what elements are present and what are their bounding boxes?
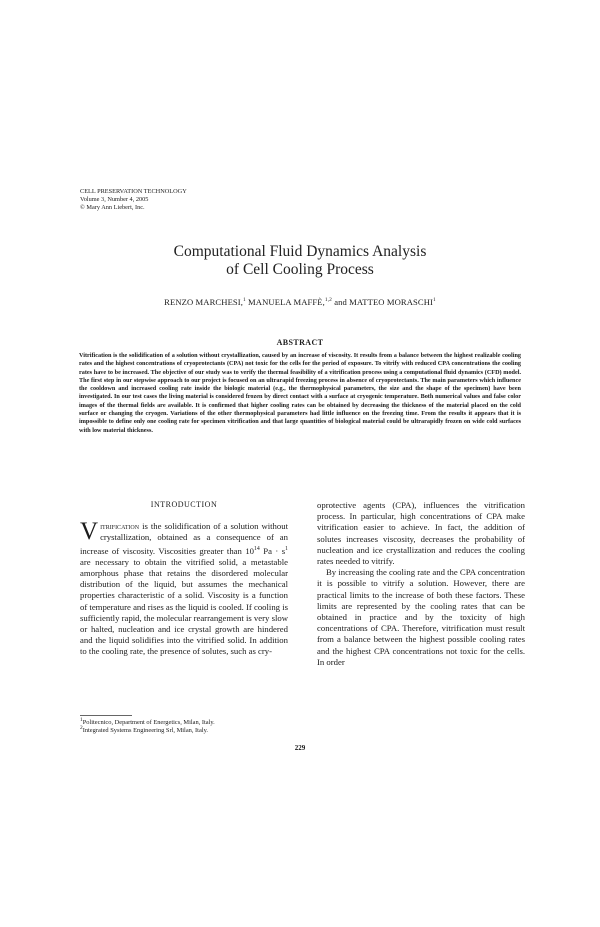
journal-name: CELL PRESERVATION TECHNOLOGY [80, 188, 187, 195]
paper-title [0, 243, 600, 279]
footnote-rule [80, 715, 132, 716]
left-column [80, 499, 288, 658]
author-2-affiliation: 1,2 [324, 297, 332, 304]
exponent-1: 1 [285, 545, 288, 552]
intro-paragraph-3: By increasing the cooling rate and the CPA concentration it is possible to vitrify a solution. However, there are practical limits to the increase of both these factors. These limits are represented by the cooling rates that can be obtained in practice and by the toxicity of high concentrations of CPA. Therefore, vitrification must result from a balance between the highest possible cooling rates and the highest CPA concentrations not toxic for the cells. In order [317, 567, 525, 667]
intro-text-b: Pa · s [259, 545, 286, 556]
footnote-2-text: Integrated Systems Engineering Srl, Milan, Italy. [82, 727, 208, 734]
author-3: and MATTEO MORASCHI [331, 297, 434, 307]
abstract-heading: ABSTRACT [276, 338, 324, 347]
journal-header [80, 188, 187, 211]
title-line-2: of Cell Cooling Process [226, 261, 374, 278]
abstract-text: Vitrification is the solidification of a solution without crystallization, caused by an increase of viscosity. It results from a balance between the highest realizable cooling rates and the highest concentrations of cryoprotectants (CPA) not toxic for the cells for the period of exposure. To vitrify with reduced CPA concentrations the cooling rates have to be increased. The objective of our study was to verify the thermal feasibility of a vitrification process using a computational fluid dynamics (CFD) model. The first step in our stepwise approach to our project is focused on an ultrarapid freezing process in absence of cryoprotectants. The main parameters which influence the cooldown and increased cooling rate inside the biologic material (e.g., the thermophysical parameters, the size and the shape of the specimen) have been investigated. In our test cases the living material is considered frozen by direct contact with a surface at cryogenic temperature. Both numerical values and false color images of the thermal fields are available. It is confirmed that higher cooling rates can be obtained by decreasing the thickness of the material placed on the cold surface or changing the cryogen. Variations of the other thermophysical parameters had little influence on the freezing time. From the results it appears that it is impossible to define only one cooling rate for specimen vitrification and that large quantities of biological material could be ultrarapidly frozen on wide cold surfaces with low material thickness. [79, 352, 521, 434]
intro-paragraph-2: oprotective agents (CPA), influences the vitrification process. In particular, high concentrations of CPA make vitrification easier to achieve. In fact, the addition of solutes increases viscosity, decreases the probability of nucleation and ice crystallization and reduces the cooling rates needed to vitrify. [317, 500, 525, 567]
intro-text-a: is the solidification of a solution without crystallization, obtained as a consequence of an increase of viscosity. Viscosities greater than 10 [80, 521, 288, 556]
title-line-1: Computational Fluid Dynamics Analysis [173, 243, 427, 260]
intro-smallcaps: itrification [100, 521, 140, 532]
footnote-1-text: Politecnico, Department of Energetics, Milan, Italy. [82, 719, 215, 726]
author-list [0, 297, 600, 307]
author-2: MANUELA MAFFÈ, [245, 297, 325, 307]
page-number: 229 [294, 744, 306, 752]
author-1-affiliation: 1 [243, 297, 246, 304]
intro-paragraph-1 [80, 518, 288, 657]
footnote-2-marker: 2 [80, 724, 83, 731]
author-1: RENZO MARCHESI, [164, 297, 244, 307]
author-3-affiliation: 1 [433, 297, 436, 304]
exponent-14: 14 [254, 545, 260, 552]
footnote-1-marker: 1 [80, 716, 83, 723]
journal-volume: Volume 3, Number 4, 2005 [80, 195, 149, 203]
drop-cap: V [80, 518, 99, 546]
journal-copyright: © Mary Ann Liebert, Inc. [80, 203, 145, 211]
footnote-1 [80, 716, 215, 727]
intro-text-c: are necessary to obtain the vitrified solid, a metastable amorphous phase that retains the disordered molecular distribution of the liquid, but assumes the mechanical properties characteristic of a solid. Viscosity is a function of temperature and rises as the liquid is cooled. If cooling is sufficiently rapid, the molecular rearrangement is very slow or halted, nucleation and ice crystal growth are hindered and the liquid solidifies into the vitrified solid. In addition to the cooling rate, the presence of solutes, such as cry- [80, 556, 288, 657]
footnote-2 [80, 724, 208, 735]
introduction-heading: INTRODUCTION [150, 500, 218, 509]
right-column [317, 500, 525, 668]
